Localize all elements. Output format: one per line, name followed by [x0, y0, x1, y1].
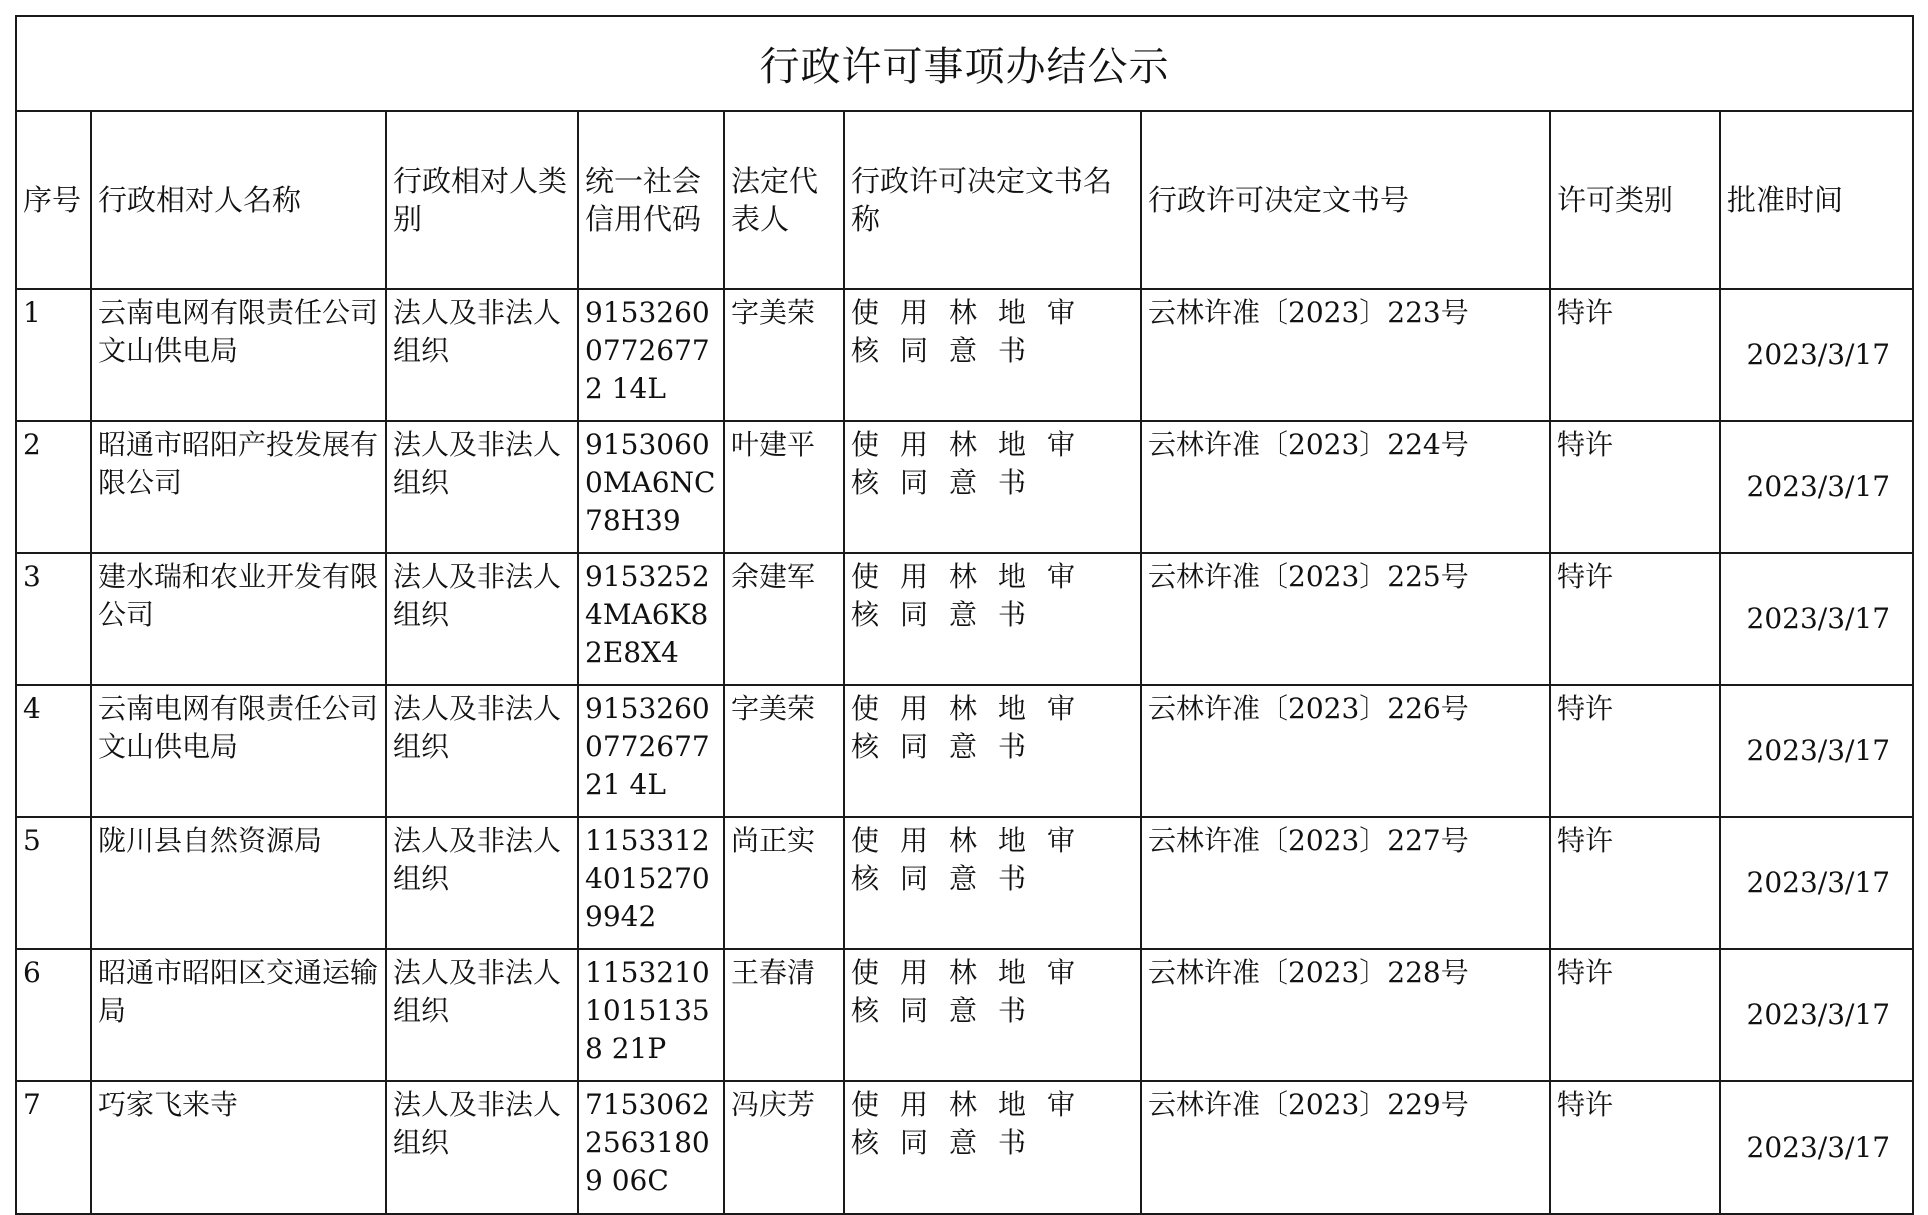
- cell-approval-date: 2023/3/17: [1720, 553, 1913, 685]
- header-doc-no: 行政许可决定文书号: [1141, 111, 1550, 289]
- cell-doc-name: 使用林地审核同意书: [844, 1081, 1141, 1214]
- header-category: 行政相对人类别: [386, 111, 578, 289]
- cell-name: 巧家飞来寺: [91, 1081, 386, 1214]
- cell-permit-type: 特许: [1550, 421, 1720, 553]
- cell-approval-date: 2023/3/17: [1720, 685, 1913, 817]
- cell-approval-date: 2023/3/17: [1720, 1081, 1913, 1214]
- cell-permit-type: 特许: [1550, 289, 1720, 421]
- cell-legal-rep: 叶建平: [724, 421, 844, 553]
- cell-doc-name: 使用林地审核同意书: [844, 553, 1141, 685]
- cell-doc-name: 使用林地审核同意书: [844, 289, 1141, 421]
- cell-credit-code: 115331240152709942: [578, 817, 724, 949]
- cell-credit-code: 715306225631809 06C: [578, 1081, 724, 1214]
- cell-approval-date: 2023/3/17: [1720, 949, 1913, 1081]
- table-row: [16, 421, 1913, 553]
- cell-credit-code: 115321010151358 21P: [578, 949, 724, 1081]
- cell-category: 法人及非法人组织: [386, 1081, 578, 1214]
- cell-legal-rep: 尚正实: [724, 817, 844, 949]
- publicity-sheet: [15, 15, 1912, 1197]
- cell-credit-code: 91530600MA6NC78H39: [578, 421, 724, 553]
- header-legal-rep: 法定代表人: [724, 111, 844, 289]
- cell-permit-type: 特许: [1550, 1081, 1720, 1214]
- cell-legal-rep: 余建军: [724, 553, 844, 685]
- cell-name: 昭通市昭阳产投发展有限公司: [91, 421, 386, 553]
- header-row: [16, 111, 1913, 289]
- cell-seq: 3: [16, 553, 91, 685]
- cell-legal-rep: 冯庆芳: [724, 1081, 844, 1214]
- cell-permit-type: 特许: [1550, 817, 1720, 949]
- cell-category: 法人及非法人组织: [386, 289, 578, 421]
- cell-doc-no: 云林许准〔2023〕229号: [1141, 1081, 1550, 1214]
- header-credit-code: 统一社会信用代码: [578, 111, 724, 289]
- cell-approval-date: 2023/3/17: [1720, 289, 1913, 421]
- table-row: [16, 949, 1913, 1081]
- cell-name: 昭通市昭阳区交通运输局: [91, 949, 386, 1081]
- header-name: 行政相对人名称: [91, 111, 386, 289]
- cell-doc-name: 使用林地审核同意书: [844, 949, 1141, 1081]
- cell-legal-rep: 王春清: [724, 949, 844, 1081]
- cell-seq: 6: [16, 949, 91, 1081]
- cell-seq: 7: [16, 1081, 91, 1214]
- cell-doc-name: 使用林地审核同意书: [844, 421, 1141, 553]
- cell-seq: 4: [16, 685, 91, 817]
- cell-doc-no: 云林许准〔2023〕224号: [1141, 421, 1550, 553]
- cell-name: 云南电网有限责任公司文山供电局: [91, 685, 386, 817]
- cell-category: 法人及非法人组织: [386, 817, 578, 949]
- cell-doc-name: 使用林地审核同意书: [844, 817, 1141, 949]
- page-title: 行政许可事项办结公示: [16, 16, 1913, 111]
- cell-permit-type: 特许: [1550, 553, 1720, 685]
- cell-doc-no: 云林许准〔2023〕226号: [1141, 685, 1550, 817]
- table-row: [16, 685, 1913, 817]
- cell-doc-no: 云林许准〔2023〕228号: [1141, 949, 1550, 1081]
- cell-credit-code: 915326007726772 14L: [578, 289, 724, 421]
- header-approval-date: 批准时间: [1720, 111, 1913, 289]
- cell-category: 法人及非法人组织: [386, 949, 578, 1081]
- cell-approval-date: 2023/3/17: [1720, 421, 1913, 553]
- cell-legal-rep: 字美荣: [724, 685, 844, 817]
- cell-permit-type: 特许: [1550, 949, 1720, 1081]
- cell-seq: 1: [16, 289, 91, 421]
- table-row: [16, 553, 1913, 685]
- cell-category: 法人及非法人组织: [386, 685, 578, 817]
- table-row: [16, 1081, 1913, 1214]
- table-row: [16, 817, 1913, 949]
- cell-credit-code: 9153260077267721 4L: [578, 685, 724, 817]
- cell-category: 法人及非法人组织: [386, 421, 578, 553]
- cell-seq: 2: [16, 421, 91, 553]
- cell-category: 法人及非法人组织: [386, 553, 578, 685]
- header-permit-type: 许可类别: [1550, 111, 1720, 289]
- table-row: [16, 289, 1913, 421]
- cell-permit-type: 特许: [1550, 685, 1720, 817]
- cell-approval-date: 2023/3/17: [1720, 817, 1913, 949]
- permit-table: [15, 15, 1914, 1215]
- cell-doc-no: 云林许准〔2023〕227号: [1141, 817, 1550, 949]
- cell-name: 建水瑞和农业开发有限公司: [91, 553, 386, 685]
- cell-credit-code: 91532524MA6K82E8X4: [578, 553, 724, 685]
- cell-doc-no: 云林许准〔2023〕223号: [1141, 289, 1550, 421]
- cell-seq: 5: [16, 817, 91, 949]
- cell-name: 云南电网有限责任公司文山供电局: [91, 289, 386, 421]
- cell-doc-name: 使用林地审核同意书: [844, 685, 1141, 817]
- cell-legal-rep: 字美荣: [724, 289, 844, 421]
- header-doc-name: 行政许可决定文书名称: [844, 111, 1141, 289]
- cell-name: 陇川县自然资源局: [91, 817, 386, 949]
- header-seq: 序号: [16, 111, 91, 289]
- cell-doc-no: 云林许准〔2023〕225号: [1141, 553, 1550, 685]
